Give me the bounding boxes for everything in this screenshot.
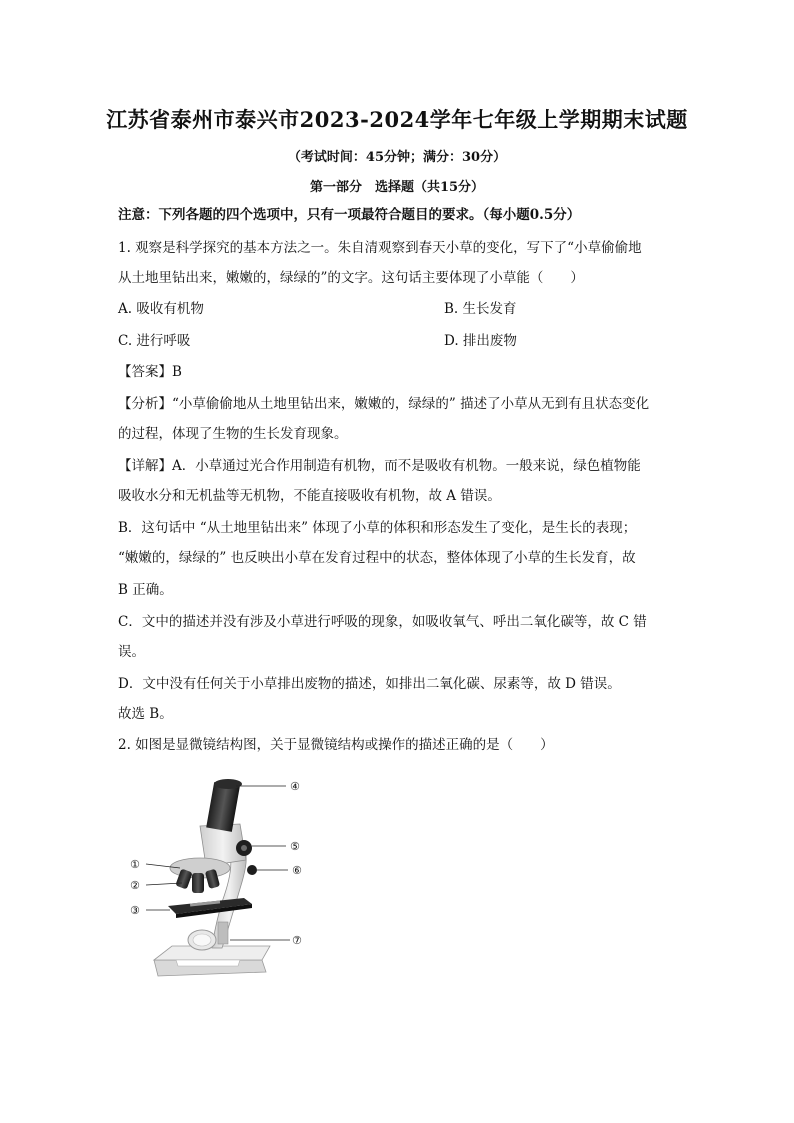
q1-conclusion: 故选 B。 xyxy=(118,706,173,722)
figure-label-6: ⑥ xyxy=(292,864,302,877)
instructions-note: 注意：下列各题的四个选项中，只有一项最符合题目的要求。（每小题0.5分） xyxy=(118,207,581,223)
figure-label-7: ⑦ xyxy=(292,934,302,947)
q1-detail-line4: “嫩嫩的，绿绿的” 也反映出小草在发育过程中的状态，整体体现了小草的生长发育，故 xyxy=(118,550,636,566)
q1-option-a: A. 吸收有机物 xyxy=(118,301,204,317)
mirror-post xyxy=(218,922,228,944)
objective-lens-2 xyxy=(192,873,204,893)
q1-detail-line7: 误。 xyxy=(118,644,145,660)
q1-option-c: C. 进行呼吸 xyxy=(118,333,191,349)
q1-option-b: B. 生长发育 xyxy=(444,301,517,317)
q1-analysis-line1: 【分析】“小草偷偷地从土地里钻出来，嫩嫩的，绿绿的” 描述了小草从无到有且状态变化 xyxy=(118,396,650,412)
page-title: 江苏省泰州市泰兴市2023-2024学年七年级上学期期末试题 xyxy=(106,107,688,132)
q1-detail-line5: B 正确。 xyxy=(118,582,173,598)
q1-option-d: D. 排出废物 xyxy=(444,333,517,349)
figure-label-5: ⑤ xyxy=(290,840,300,853)
q1-analysis-line2: 的过程，体现了生物的生长发育现象。 xyxy=(118,426,348,442)
q1-detail-line3: B．这句话中 “从土地里钻出来” 体现了小草的体积和形态发生了变化，是生长的表现； xyxy=(118,520,637,536)
exam-info: （考试时间：45分钟；满分：30分） xyxy=(287,150,507,165)
microscope-diagram xyxy=(120,770,320,985)
figure-label-4: ④ xyxy=(290,780,300,793)
q2-stem: 2. 如图是显微镜结构图，关于显微镜结构或操作的描述正确的是（ ） xyxy=(118,737,554,753)
fine-focus-knob xyxy=(247,865,257,875)
q1-stem-line1: 1. 观察是科学探究的基本方法之一。朱自清观察到春天小草的变化，写下了“小草偷偷地 xyxy=(118,240,642,256)
q1-detail-line2: 吸收水分和无机盐等无机物，不能直接吸收有机物，故 A 错误。 xyxy=(118,488,501,504)
figure-label-3: ③ xyxy=(130,904,140,917)
eyepiece-top xyxy=(214,779,242,789)
figure-label-1: ① xyxy=(130,858,140,871)
section-heading: 第一部分 选择题（共15分） xyxy=(309,180,485,195)
base-cutout xyxy=(176,960,240,966)
q1-stem-line2: 从土地里钻出来，嫩嫩的，绿绿的”的文字。这句话主要体现了小草能（ ） xyxy=(118,270,584,286)
q1-detail-line8: D．文中没有任何关于小草排出废物的描述，如排出二氧化碳、尿素等，故 D 错误。 xyxy=(118,676,621,692)
q1-answer: 【答案】B xyxy=(118,364,182,380)
q1-detail-line1: 【详解】A．小草通过光合作用制造有机物，而不是吸收有机物。一般来说，绿色植物能 xyxy=(118,458,641,474)
q1-detail-line6: C．文中的描述并没有涉及小草进行呼吸的现象，如吸收氧气、呼出二氧化碳等，故 C 错 xyxy=(118,614,647,630)
figure-label-2: ② xyxy=(130,879,140,892)
